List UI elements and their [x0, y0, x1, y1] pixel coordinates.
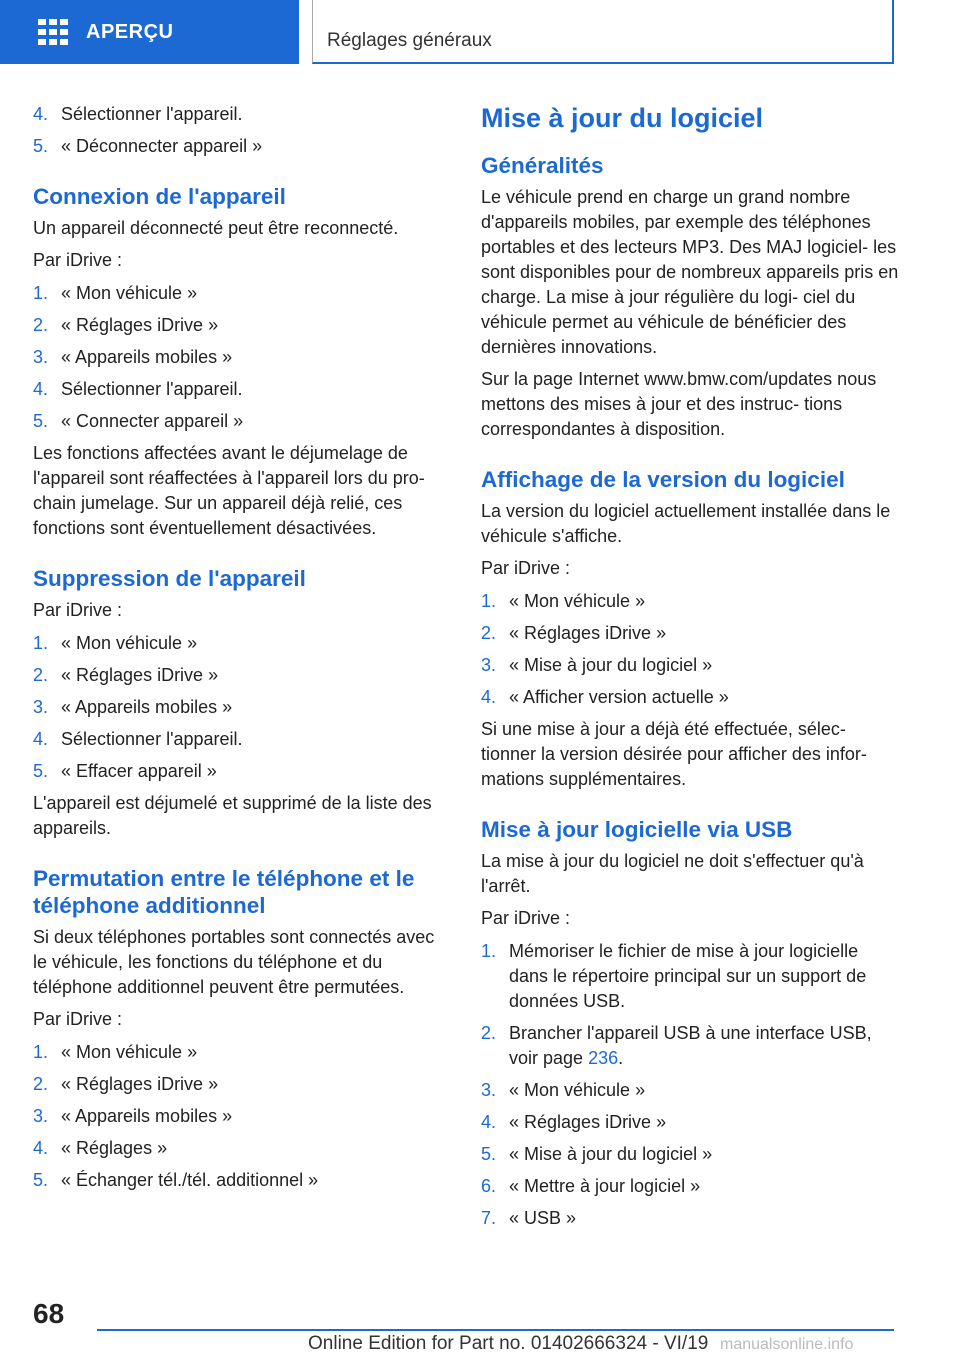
list-item: 1. « Mon véhicule »: [33, 633, 198, 653]
list-item: 4. « Réglages »: [33, 1138, 168, 1158]
list-item: 4. « Afficher version actuelle »: [481, 687, 729, 707]
section-tab-apercu[interactable]: [0, 0, 299, 64]
page-header: [312, 0, 894, 64]
list-item: 4. Sélectionner l'appareil.: [33, 379, 243, 399]
list-item: 3. « Mise à jour du logiciel »: [481, 655, 713, 675]
list-item: 7. « USB »: [481, 1208, 577, 1228]
list-item: 2. « Réglages iDrive »: [33, 315, 219, 335]
section-heading: Mise à jour logicielle via USB: [481, 817, 793, 842]
paragraph: La mise à jour du logiciel ne doit s'effectuer qu'à l'arrêt.: [481, 851, 864, 896]
list-item: 5. « Connecter appareil »: [33, 411, 244, 431]
list-item: 2. « Réglages iDrive »: [33, 665, 219, 685]
steps-list: [33, 631, 448, 784]
section-heading: Permutation entre le téléphone et le téléphone additionnel: [33, 866, 415, 918]
intro-list: [33, 102, 448, 159]
paragraph: La version du logiciel actuellement installée dans le véhicule s'affiche.: [481, 501, 891, 546]
paragraph: Par iDrive :: [481, 558, 571, 578]
paragraph: Un appareil déconnecté peut être reconnecté.: [33, 218, 399, 238]
section-heading: Connexion de l'appareil: [33, 184, 286, 209]
section-heading: Généralités: [481, 153, 604, 178]
paragraph: L'appareil est déjumelé et supprimé de la liste des appareils.: [33, 793, 432, 838]
list-item: 1. « Mon véhicule »: [481, 591, 646, 611]
list-item: 2. Brancher l'appareil USB à une interface USB, voir page 236.: [481, 1023, 872, 1068]
paragraph: Sur la page Internet www.bmw.com/updates nous mettons des mises à jour et des instruc‐ tions correspondantes à disposition.: [481, 369, 877, 439]
list-item: 2. « Réglages iDrive »: [33, 1074, 219, 1094]
list-item: 3. « Mon véhicule »: [481, 1080, 646, 1100]
grid-icon: [38, 19, 68, 45]
paragraph: Les fonctions affectées avant le déjumelage de l'appareil sont réaffectées à l'appareil lors du pro‐ chain jumelage. Sur un appareil déjà relié, ces fonctions sont éventuellement désactivées.: [33, 443, 425, 538]
paragraph: Le véhicule prend en charge un grand nombre d'appareils mobiles, par exemple des téléphones portables et des lecteurs MP3. Des MAJ logiciel‐ les sont disponibles pour de nombreux appareils pris en charge. La mise à jour régulière du logi‐ ciel du véhicule permet au véhicule de bénéficier des dernières innovations.: [481, 187, 899, 357]
list-item: 2. « Réglages iDrive »: [481, 623, 667, 643]
steps-list: [33, 1040, 448, 1193]
footer-edition: Online Edition for Part no. 01402666324 - VI/19: [308, 1333, 709, 1354]
footer-watermark: manualsonline.info: [720, 1336, 854, 1353]
list-item: 3. « Appareils mobiles »: [33, 697, 233, 717]
paragraph: Si deux téléphones portables sont connectés avec le véhicule, les fonctions du téléphone et du téléphone additionnel peuvent être permutées.: [33, 927, 435, 997]
steps-list: [481, 939, 901, 1231]
paragraph: Par iDrive :: [33, 250, 123, 270]
list-item: 1. « Mon véhicule »: [33, 283, 198, 303]
list-item: 1. Mémoriser le fichier de mise à jour logicielle dans le répertoire principal sur un support de données USB.: [481, 941, 867, 1011]
list-item: 1. « Mon véhicule »: [33, 1042, 198, 1062]
right-column: [481, 102, 901, 1238]
left-column: [33, 102, 448, 1200]
paragraph: Par iDrive :: [481, 908, 571, 928]
paragraph: Par iDrive :: [33, 600, 123, 620]
footer-divider: [97, 1329, 894, 1331]
list-item: 4. Sélectionner l'appareil.: [33, 104, 243, 124]
section-label: APERÇU: [86, 20, 174, 43]
list-item: 3. « Appareils mobiles »: [33, 347, 233, 367]
list-item: 5. « Mise à jour du logiciel »: [481, 1144, 713, 1164]
list-item: 5. « Déconnecter appareil »: [33, 136, 263, 156]
page-number: 68: [33, 1298, 65, 1329]
steps-list: [33, 281, 448, 434]
paragraph: Par iDrive :: [33, 1009, 123, 1029]
list-item: 5. « Effacer appareil »: [33, 761, 217, 781]
list-item: 5. « Échanger tél./tél. additionnel »: [33, 1170, 319, 1190]
steps-list: [481, 589, 901, 710]
list-item: 6. « Mettre à jour logiciel »: [481, 1176, 701, 1196]
section-heading: Suppression de l'appareil: [33, 566, 306, 591]
list-item: 4. « Réglages iDrive »: [481, 1112, 667, 1132]
page-link[interactable]: 236: [588, 1048, 619, 1068]
chapter-title: Mise à jour du logiciel: [481, 103, 764, 133]
list-item: 3. « Appareils mobiles »: [33, 1106, 233, 1126]
list-item: 4. Sélectionner l'appareil.: [33, 729, 243, 749]
page-title: Réglages généraux: [327, 30, 492, 51]
paragraph: Si une mise à jour a déjà été effectuée, sélec‐ tionner la version désirée pour afficher des infor‐ mations supplémentaires.: [481, 719, 867, 789]
section-heading: Affichage de la version du logiciel: [481, 467, 845, 492]
